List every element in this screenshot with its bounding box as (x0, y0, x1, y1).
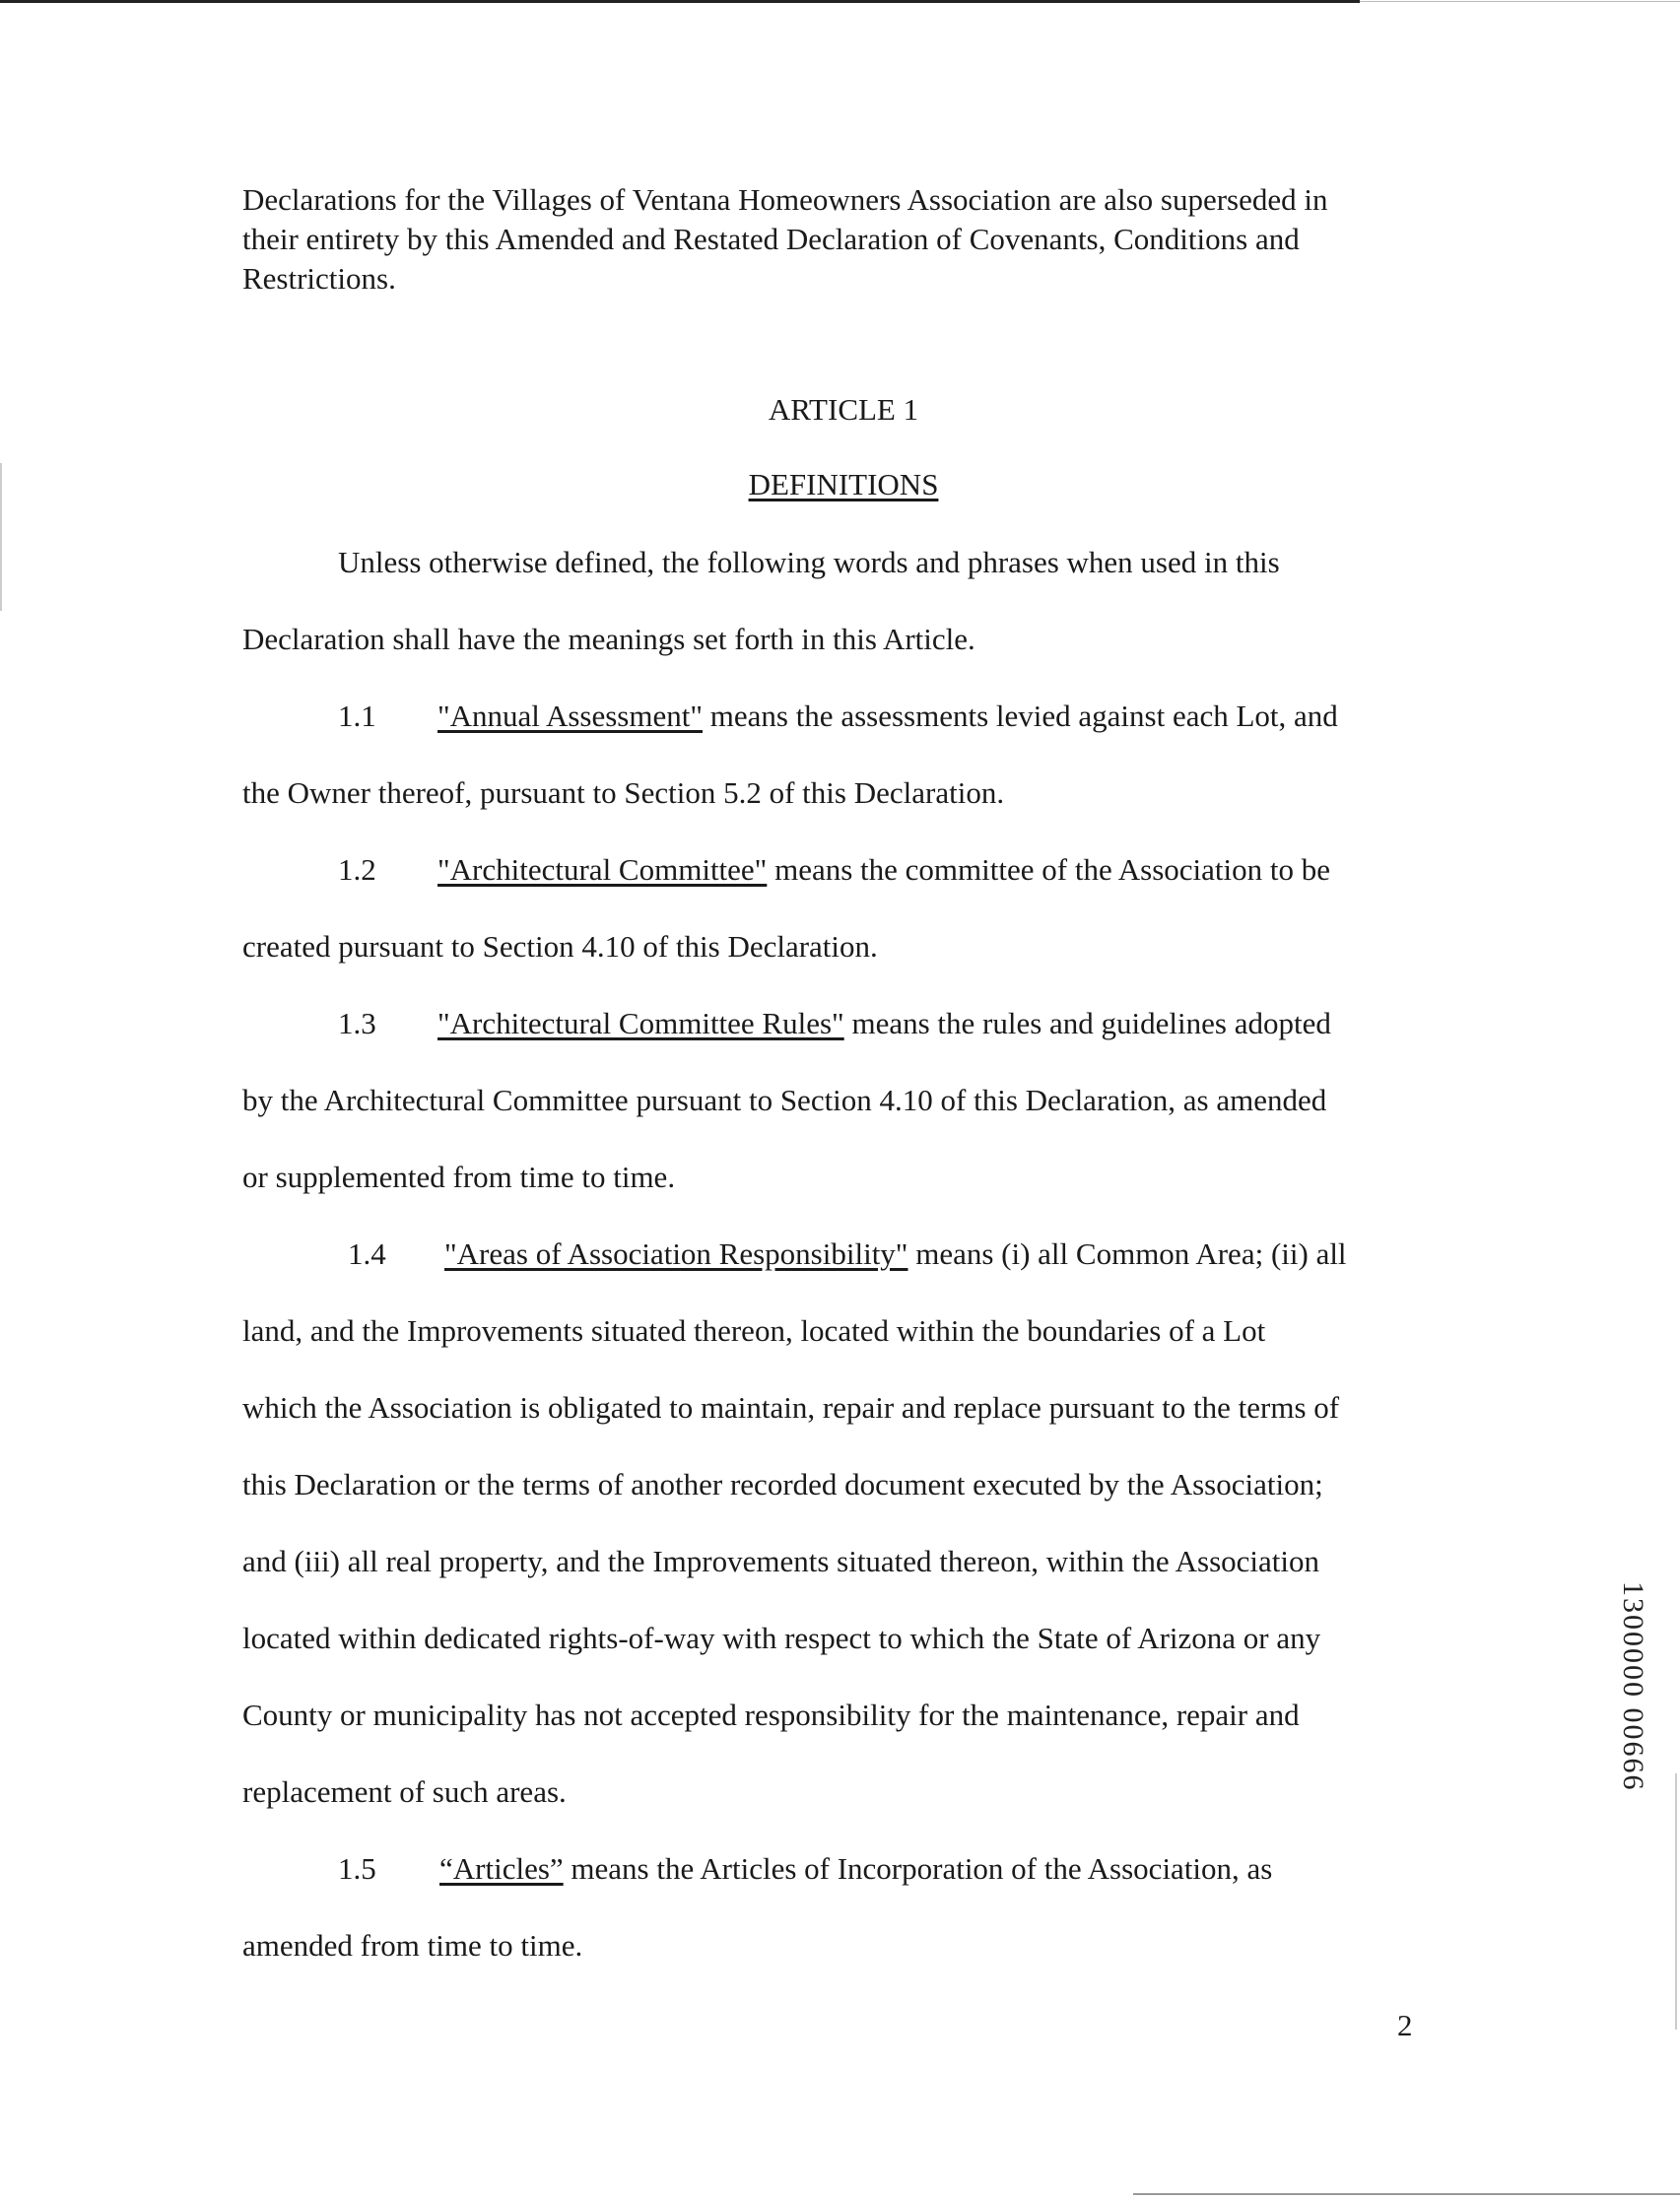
scan-top-edge-faint (1360, 1, 1680, 2)
definition-line: amended from time to time. (242, 1928, 583, 1963)
definition-first-line (437, 1006, 1331, 1041)
definition-line: this Declaration or the terms of another recorded document executed by the Association; (242, 1467, 1323, 1501)
definition-first-rest: means the assessments levied against each Lot, and (703, 699, 1338, 733)
scan-bottom-edge (1133, 2193, 1680, 2195)
intro-line-1: Declarations for the Villages of Ventana Homeowners Association are also superseded in (242, 182, 1328, 217)
definition-first-line (439, 1851, 1272, 1887)
definition-line: land, and the Improvements situated thereon, located within the boundaries of a Lot (242, 1313, 1266, 1348)
definition-line: by the Architectural Committee pursuant to Section 4.10 of this Declaration, as amended (242, 1083, 1327, 1117)
article-title-text: DEFINITIONS (748, 467, 939, 501)
definition-first-rest: means the rules and guidelines adopted (843, 1006, 1331, 1040)
definition-first-line (437, 699, 1338, 734)
article-heading: ARTICLE 1 (768, 392, 919, 427)
definition-number: 1.4 (348, 1236, 386, 1271)
preamble-line-1: Unless otherwise defined, the following words and phrases when used in this (338, 545, 1280, 579)
definition-first-line (444, 1236, 1347, 1272)
scan-right-edge (1675, 1773, 1677, 2030)
definition-line: County or municipality has not accepted responsibility for the maintenance, repair and (242, 1698, 1300, 1732)
bates-stamp: 1300000 00666 (1617, 1581, 1649, 1792)
definition-first-rest: means (i) all Common Area; (ii) all (907, 1236, 1347, 1271)
definition-line: replacement of such areas. (242, 1774, 567, 1809)
definition-number: 1.3 (338, 1006, 376, 1040)
definition-number: 1.5 (338, 1851, 376, 1886)
definition-term: "Architectural Committee Rules" (437, 1006, 844, 1040)
definition-first-rest: means the committee of the Association to be (767, 852, 1330, 887)
definition-term: “Articles” (439, 1851, 564, 1886)
intro-line-2: their entirety by this Amended and Restated Declaration of Covenants, Conditions and (242, 222, 1300, 256)
definition-line: the Owner thereof, pursuant to Section 5.2 of this Declaration. (242, 775, 1005, 810)
article-title (0, 467, 1680, 502)
definition-line: or supplemented from time to time. (242, 1160, 676, 1194)
definition-line: located within dedicated rights-of-way with respect to which the State of Arizona or any (242, 1621, 1321, 1655)
page-number: 2 (1397, 2008, 1413, 2042)
definition-first-line (437, 852, 1330, 888)
definition-term: "Architectural Committee" (437, 852, 768, 887)
intro-line-3: Restrictions. (242, 261, 396, 296)
definition-first-rest: means the Articles of Incorporation of the Association, as (563, 1851, 1273, 1886)
definition-number: 1.1 (338, 699, 376, 733)
definition-term: "Annual Assessment" (437, 699, 703, 733)
scan-top-edge (0, 0, 1360, 3)
definition-number: 1.2 (338, 852, 376, 887)
definition-term: "Areas of Association Responsibility" (444, 1236, 908, 1271)
definition-line: which the Association is obligated to maintain, repair and replace pursuant to the terms of (242, 1390, 1340, 1425)
definition-line: created pursuant to Section 4.10 of this Declaration. (242, 929, 878, 964)
definition-line: and (iii) all real property, and the Improvements situated thereon, within the Association (242, 1544, 1320, 1578)
preamble-line-2: Declaration shall have the meanings set forth in this Article. (242, 622, 975, 656)
